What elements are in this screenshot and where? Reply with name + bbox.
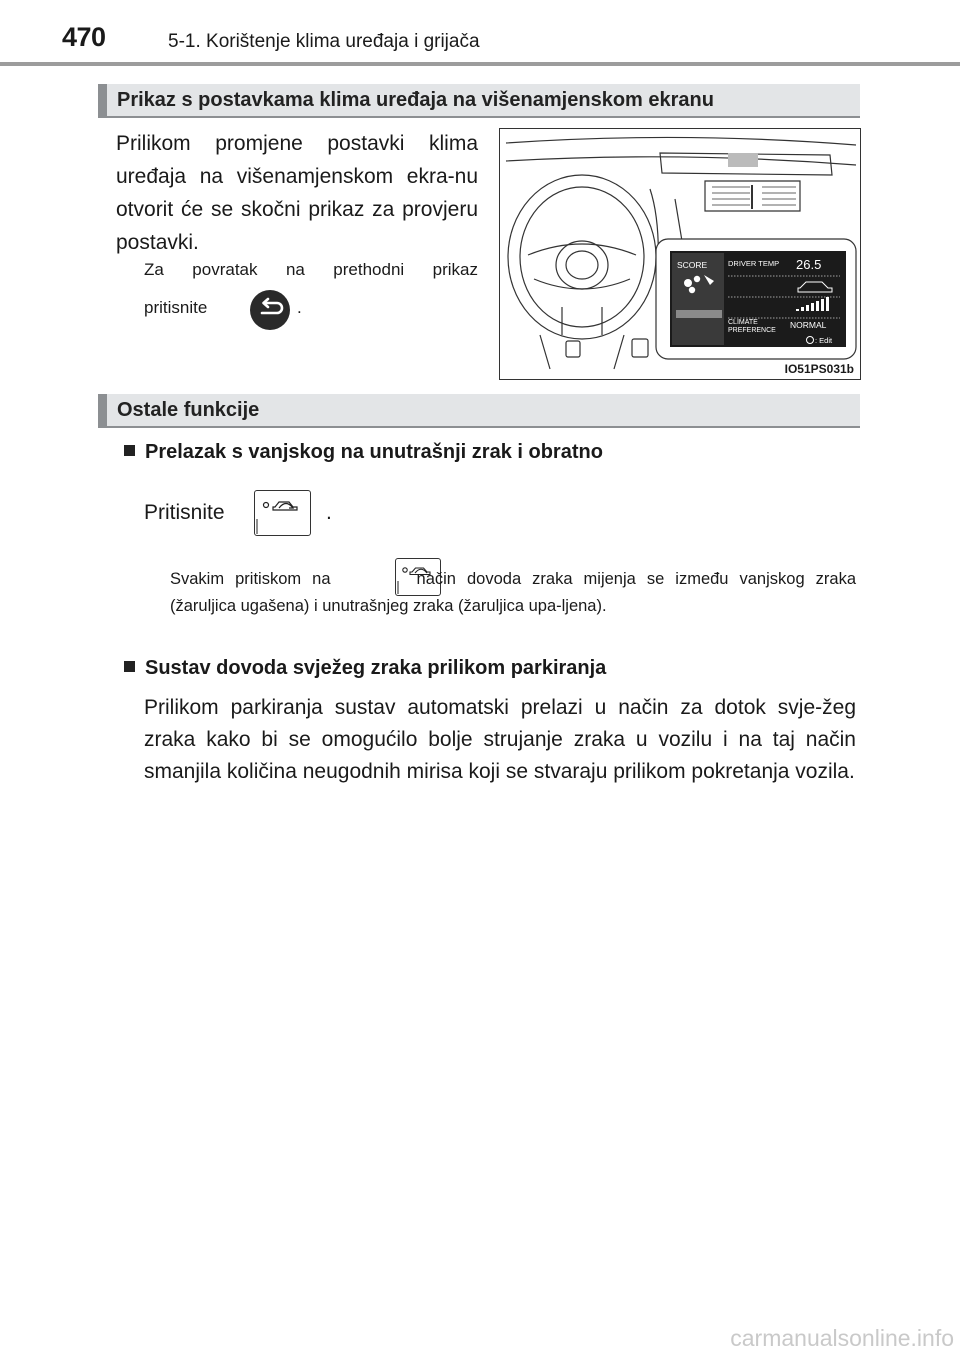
square-bullet-icon (124, 661, 135, 672)
dashboard-drawing (500, 129, 861, 380)
screen-mode: NORMAL (790, 320, 827, 330)
bullet-heading-text: Prelazak s vanjskog na unutrašnji zrak i obratno (145, 441, 603, 463)
intro-paragraph: Prilikom promjene postavki klima uređaja na višenamjenskom ekra-nu otvorit će se skočni prikaz za provjeru postavki. (116, 132, 478, 254)
note-text-before: Svakim pritiskom na (170, 570, 331, 588)
note-text-after: način dovoda zraka mijenja se između vanjskog zraka (žaruljica ugašena) i unutrašnjeg zraka (žaruljica upa-ljena). (170, 570, 856, 615)
screen-score-label: SCORE (677, 260, 708, 270)
square-bullet-icon (124, 445, 135, 456)
screen-climate-label-1: CLIMATE (728, 319, 758, 326)
press-period: . (326, 501, 332, 524)
press-text: Pritisnite (144, 501, 225, 524)
watermark: carmanualsonline.info (730, 1325, 954, 1351)
section-heading-other (98, 394, 860, 428)
screen-temp-value: 26.5 (796, 257, 822, 272)
parking-paragraph: Prilikom parkiranja sustav automatski prelazi u način za dotok svje-žeg zraka kako bi se omogućilo bolje strujanje zraka u vozilu i na taj način smanjila količina neugodnih mirisa koji se stvaraju prilikom pokretanja vozila. (144, 696, 856, 783)
dashboard-illustration (499, 128, 861, 380)
screen-driver-temp-label: DRIVER TEMP (728, 259, 780, 268)
back-note-line1: Za povratak na prethodni prikaz (144, 260, 478, 279)
bullet-heading-parking (124, 657, 606, 680)
section-title: Ostale funkcije (117, 399, 260, 421)
section-title: Prikaz s postavkama klima uređaja na višenamjenskom ekranu (117, 89, 714, 111)
screen-edit-label: : Edit (815, 336, 833, 345)
back-note-line2: pritisnite (144, 298, 208, 317)
screen-climate-label-2: PREFERENCE (728, 327, 776, 334)
back-note-period: . (297, 298, 302, 317)
bullet-heading-recirculation (124, 441, 603, 464)
recirculation-note (170, 566, 856, 620)
chapter-title: 5-1. Korištenje klima uređaja i grijača (168, 31, 480, 52)
page-header (0, 0, 960, 66)
air-recirculation-icon (254, 490, 311, 536)
page-number: 470 (62, 22, 106, 52)
bullet-heading-text: Sustav dovoda svježeg zraka prilikom parkiranja (145, 657, 607, 679)
back-arrow-icon (250, 290, 290, 330)
figure-code: IO51PS031b (784, 362, 854, 376)
header-divider (0, 62, 960, 66)
section-heading-display (98, 84, 860, 118)
